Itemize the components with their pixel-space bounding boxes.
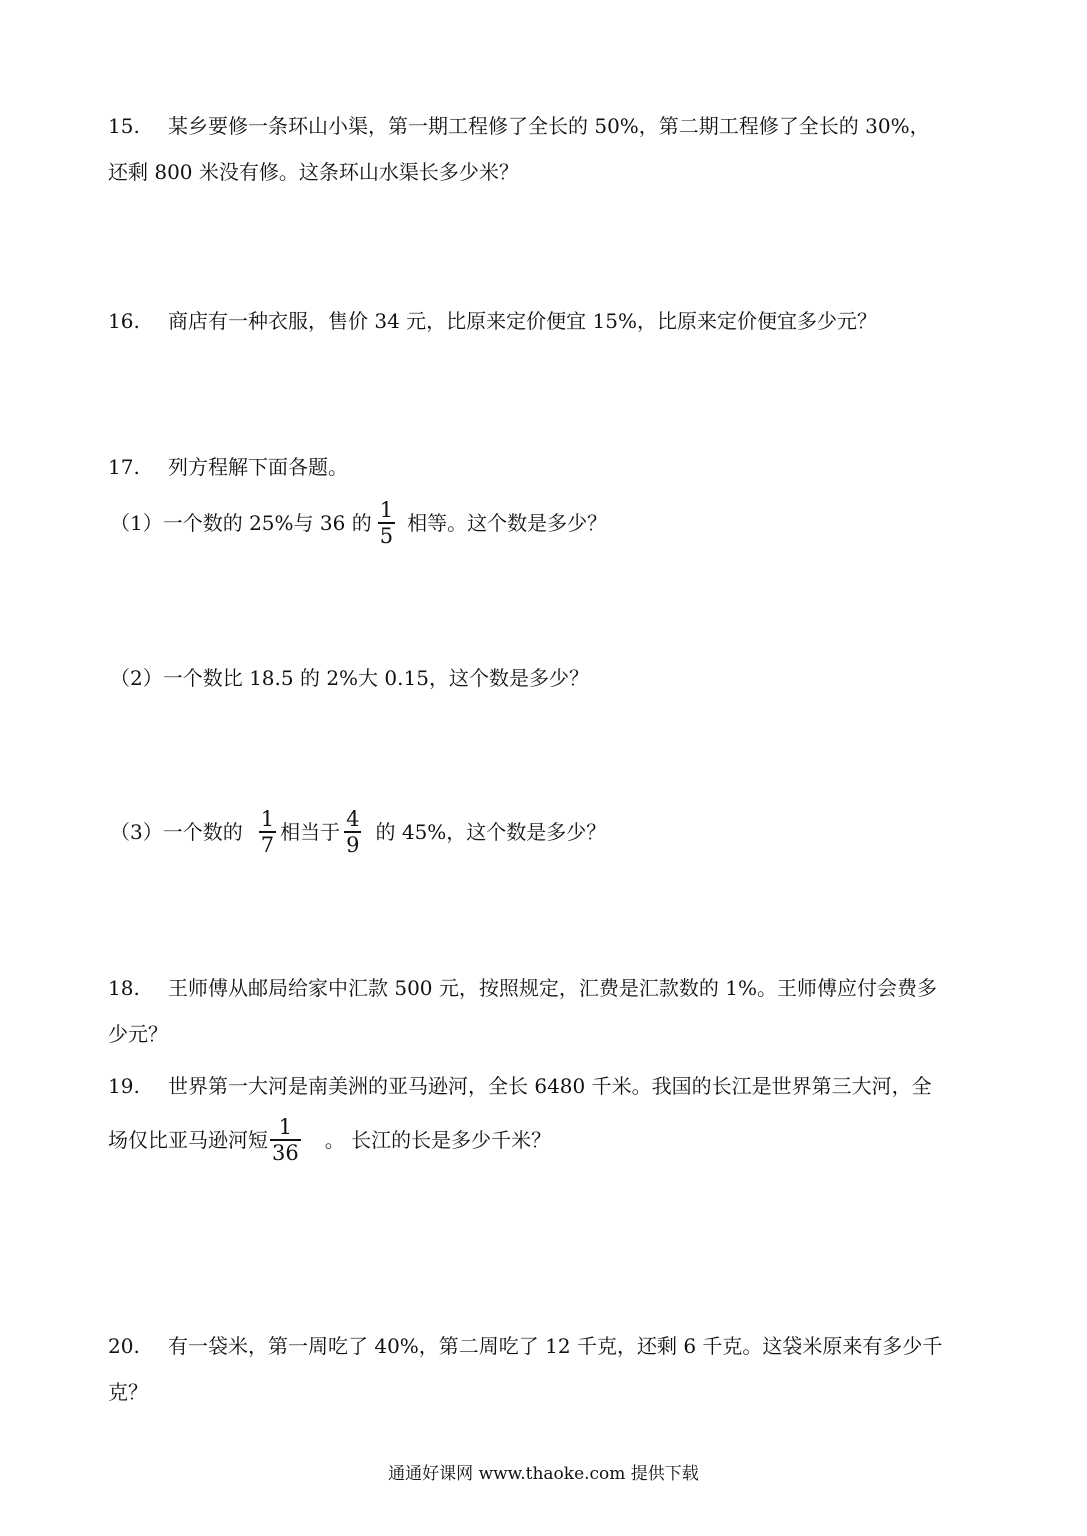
question-text-after: 。 长江的长是多少千米？ [324, 1128, 552, 1152]
question-20-line-1 [108, 1332, 942, 1360]
part-text-before: （3）一个数的 [110, 820, 243, 844]
question-17-part-1 [110, 493, 607, 553]
question-text: 有一袋米，第一周吃了 40%，第二周吃了 12 千克，还剩 6 千克。这袋米原来有多少千 [168, 1334, 943, 1358]
question-text: 某乡要修一条环山小渠，第一期工程修了全长的 50%，第二期工程修了全长的 30%， [168, 114, 930, 138]
question-number: 18. [108, 976, 140, 1000]
fraction-denominator: 36 [272, 1140, 299, 1165]
question-17-part-2: （2）一个数比 18.5 的 2%大 0.15，这个数是多少？ [110, 666, 589, 690]
fraction-denominator: 7 [260, 832, 275, 857]
fraction [344, 807, 361, 857]
fraction-numerator: 4 [346, 807, 360, 832]
question-19-line-2 [108, 1110, 551, 1170]
question-20-line-2: 克？ [108, 1380, 148, 1404]
page-footer: 通通好课网 www.thaoke.com 提供下载 [388, 1464, 699, 1484]
question-number: 20. [108, 1334, 140, 1358]
question-number: 19. [108, 1074, 140, 1098]
question-text: 世界第一大河是南美洲的亚马逊河，全长 6480 千米。我国的长江是世界第三大河，全 [168, 1074, 932, 1098]
question-17-part-3 [110, 802, 606, 862]
part-text-middle: 相当于 [280, 820, 341, 844]
part-text-before: （1）一个数的 25%与 36 的 [110, 511, 372, 535]
question-15-line-1 [108, 112, 930, 140]
question-number: 16. [108, 309, 140, 333]
question-18-line-1 [108, 974, 937, 1002]
question-17 [108, 453, 348, 481]
part-text-after: 相等。这个数是多少？ [407, 511, 608, 535]
question-18-line-2: 少元？ [108, 1022, 168, 1046]
fraction [378, 498, 395, 548]
question-text-before: 场仅比亚马逊河短 [108, 1128, 268, 1152]
question-number: 15. [108, 114, 140, 138]
question-15-line-2: 还剩 800 米没有修。这条环山水渠长多少米？ [108, 160, 519, 184]
fraction-denominator: 9 [346, 832, 360, 857]
question-number: 17. [108, 455, 140, 479]
question-16 [108, 307, 877, 335]
question-text: 列方程解下面各题。 [168, 455, 348, 479]
question-text: 商店有一种衣服，售价 34 元，比原来定价便宜 15%，比原来定价便宜多少元？ [168, 309, 877, 333]
fraction [259, 807, 276, 857]
fraction-denominator: 5 [379, 523, 394, 548]
question-text: 王师傅从邮局给家中汇款 500 元，按照规定，汇费是汇款数的 1%。王师傅应付会费多 [168, 976, 937, 1000]
fraction-numerator: 1 [260, 807, 275, 832]
fraction-numerator: 1 [278, 1115, 293, 1140]
part-text-after: 的 45%，这个数是多少？ [375, 820, 607, 844]
fraction [270, 1115, 301, 1165]
fraction-numerator: 1 [379, 498, 394, 523]
question-19-line-1 [108, 1072, 932, 1100]
